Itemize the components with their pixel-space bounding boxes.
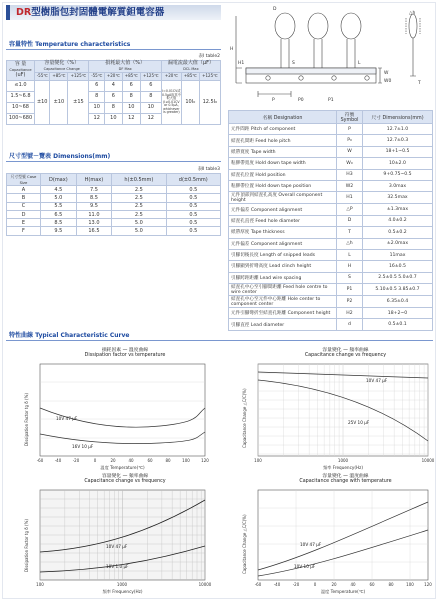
tape-dims-cell: 0.5±0.1 bbox=[363, 319, 433, 330]
cap-cell: ≤1.0 bbox=[7, 81, 35, 92]
dims-cell: 0.5 bbox=[166, 219, 220, 227]
svg-text:100: 100 bbox=[406, 582, 414, 587]
dims-cell: 0.5 bbox=[166, 202, 220, 210]
df-header: 損耗最大值（%） DF Max bbox=[89, 61, 161, 73]
side-view-lead bbox=[410, 38, 416, 76]
svg-text:120: 120 bbox=[424, 582, 432, 587]
df-cell: 12 bbox=[140, 114, 161, 125]
series-label: 25V 10 μF bbox=[348, 420, 370, 425]
dcl-header: 漏電流最大值（μF） DCL Max bbox=[161, 61, 220, 73]
chart1-svg bbox=[10, 346, 210, 474]
dims-cell: 7.5 bbox=[76, 186, 112, 194]
svg-text:P: P bbox=[272, 98, 275, 103]
dims-cell: 5.0 bbox=[112, 219, 166, 227]
series-label: 10V 47 μF bbox=[56, 416, 78, 421]
tape-dims-cell: 引腳切後長度 Length of snipped leads bbox=[229, 249, 337, 260]
table-row bbox=[229, 296, 433, 308]
tape-dims-cell: 0.5±0.2 bbox=[363, 227, 433, 238]
tape-dims-cell: 結査孔位置 Hold position bbox=[229, 169, 337, 180]
tape-dims-cell: H bbox=[337, 261, 363, 272]
feed-hole bbox=[299, 76, 303, 80]
tape-dims-cell: H2 bbox=[337, 308, 363, 319]
tape-dims-cell: 引腳直徑 Lead diameter bbox=[229, 319, 337, 330]
svg-text:P0: P0 bbox=[298, 98, 304, 103]
table-row bbox=[229, 158, 433, 169]
tape-dims-cell: P2 bbox=[337, 296, 363, 308]
chart-df-vs-temperature bbox=[10, 346, 210, 474]
df-cell: 10 bbox=[89, 103, 104, 114]
df-cell: 12 bbox=[89, 114, 104, 125]
table-row bbox=[229, 180, 433, 191]
svg-text:80: 80 bbox=[388, 582, 394, 587]
df-cell: 10 bbox=[104, 114, 122, 125]
tape-dimension-diagram bbox=[228, 6, 433, 103]
hold-down-tape bbox=[246, 68, 376, 74]
temp-head: +85℃ bbox=[122, 73, 140, 81]
series-label: 10V 10 μF bbox=[294, 564, 316, 569]
tape-dims-cell: △P bbox=[337, 204, 363, 215]
dim-line-p bbox=[258, 91, 291, 97]
dims-cell: F bbox=[7, 227, 41, 235]
dims-cell: 9.5 bbox=[76, 202, 112, 210]
svg-text:D: D bbox=[273, 7, 277, 12]
tape-dims-cell: 6.35±0.4 bbox=[363, 296, 433, 308]
chart4-ylabel: Capacitance Change △C/C(%) bbox=[242, 514, 247, 574]
table-row bbox=[229, 249, 433, 260]
svg-text:40: 40 bbox=[128, 458, 134, 463]
svg-text:L: L bbox=[358, 61, 361, 66]
series-10v10 bbox=[258, 530, 428, 576]
series-label: 16V 10 μF bbox=[72, 444, 94, 449]
tape-dims-cell: P₀ bbox=[337, 135, 363, 146]
table-row bbox=[229, 215, 433, 226]
svg-text:W0: W0 bbox=[384, 79, 392, 84]
df-cell: 6 bbox=[140, 81, 161, 92]
dimensions-table bbox=[6, 173, 221, 236]
chart1-xlabel: 溫度 Temperature(℃) bbox=[100, 465, 145, 470]
tape-dims-cell: 紙帶厚度 Tape thickness bbox=[229, 227, 337, 238]
tape-dims-cell: 結査孔直徑 Feed hole diameter bbox=[229, 215, 337, 226]
df-cell: 8 bbox=[122, 92, 140, 103]
temp-head: +125℃ bbox=[68, 73, 89, 81]
table-row bbox=[7, 219, 221, 227]
tape-dims-cell: ±2.0max bbox=[363, 238, 433, 249]
component-body bbox=[308, 13, 328, 39]
svg-text:80: 80 bbox=[165, 458, 171, 463]
table1-label: 表Ⅰ table2 bbox=[198, 54, 220, 59]
svg-text:10000: 10000 bbox=[198, 582, 212, 587]
tape-dims-cell: 元件間距 Pitch of component bbox=[229, 124, 337, 135]
tape-dims-cell: 11max bbox=[363, 249, 433, 260]
table-row bbox=[7, 194, 221, 202]
temperature-characteristics-table bbox=[6, 60, 221, 125]
dims-cell: 2.5 bbox=[112, 194, 166, 202]
dims-cell: 16.5 bbox=[76, 227, 112, 235]
tape-dims-cell: 紙帶寬度 Tape width bbox=[229, 146, 337, 157]
dims-cell: 0.5 bbox=[166, 227, 220, 235]
svg-text:W: W bbox=[384, 71, 389, 76]
dims-header: D(max) bbox=[41, 174, 77, 186]
cap-cell: 10~68 bbox=[7, 103, 35, 114]
dims-cell: 9.5 bbox=[41, 227, 77, 235]
dim-line-w bbox=[378, 68, 382, 83]
tape-dims-cell: P1 bbox=[337, 284, 363, 296]
chart4-svg bbox=[228, 472, 433, 600]
svg-text:△h: △h bbox=[409, 11, 416, 16]
dims-header: H(max) bbox=[76, 174, 112, 186]
temp-head: +20℃ bbox=[104, 73, 122, 81]
cc-cell: ±10 bbox=[35, 81, 50, 125]
df-cell: 10 bbox=[140, 103, 161, 114]
tape-dims-cell: W₀ bbox=[337, 158, 363, 169]
dims-cell: 4.5 bbox=[41, 186, 77, 194]
df-cell: 6 bbox=[104, 92, 122, 103]
df-cell: 8 bbox=[89, 92, 104, 103]
dims-cell: 8.5 bbox=[41, 219, 77, 227]
dims-cell: 0.5 bbox=[166, 210, 220, 218]
chart2-title: 容量變化 — 頻率曲線 Capacitance change vs frequency bbox=[304, 348, 387, 358]
tape-dims-cell: 32.5max bbox=[363, 192, 433, 204]
tape-dims-cell: d bbox=[337, 319, 363, 330]
tape-dims-cell: 18+1~0.5 bbox=[363, 146, 433, 157]
tape-dims-cell: 粘膠帶位置 Hold down tape position bbox=[229, 180, 337, 191]
tape-dims-cell: 2.5±0.5 5.0±0.7 bbox=[363, 272, 433, 283]
tape-dims-cell: 結査孔中心至元件中心距離 Hole center to component center bbox=[229, 296, 337, 308]
dcl-cell: 12.5I₀ bbox=[199, 81, 220, 125]
table-row bbox=[7, 210, 221, 218]
dcl-note-cell: I=0.01CV或0.5μA取其中較大值(I≥0.01CV or 0.5μA, whichever is greater) bbox=[161, 81, 181, 125]
tape-dims-cell: 元件頂部到結査孔高度 Overall component height bbox=[229, 192, 337, 204]
df-cell: 10 bbox=[122, 103, 140, 114]
chart2-svg bbox=[228, 346, 433, 474]
tape-dims-cell: H3 bbox=[337, 169, 363, 180]
side-view-body bbox=[409, 14, 417, 38]
table-row bbox=[229, 135, 433, 146]
dims-cell: C bbox=[7, 202, 41, 210]
chart1-ylabel: Dissipation Factor tg δ (%) bbox=[24, 393, 29, 446]
dims-cell: 2.5 bbox=[112, 202, 166, 210]
tape-dims-header: 名稱 Designation bbox=[229, 111, 337, 124]
svg-text:10000: 10000 bbox=[421, 458, 435, 463]
svg-text:-60: -60 bbox=[254, 582, 262, 587]
table-row bbox=[229, 319, 433, 330]
table-row bbox=[229, 192, 433, 204]
tape-dims-cell: 12.7±0.3 bbox=[363, 135, 433, 146]
table-row bbox=[229, 204, 433, 215]
df-cell: 8 bbox=[140, 92, 161, 103]
dims-cell: 11.0 bbox=[76, 210, 112, 218]
tape-dims-cell: ±1.3max bbox=[363, 204, 433, 215]
section-temperature-heading: 容量特性 Temperature characteristics bbox=[6, 40, 221, 50]
chart3-xlabel: 頻率 Frequency(Hz) bbox=[102, 589, 143, 594]
dims-cell: 0.5 bbox=[166, 186, 220, 194]
df-cell: 6 bbox=[89, 81, 104, 92]
chart-cap-vs-temperature bbox=[228, 472, 433, 600]
chart3-svg bbox=[10, 472, 210, 600]
tape-dims-cell: 粘膠帶寬度 Hold down tape width bbox=[229, 158, 337, 169]
svg-text:100: 100 bbox=[254, 458, 262, 463]
temp-head: +20℃ bbox=[161, 73, 181, 81]
tape-dims-cell: 元件引腳彎折至結査孔距離 Component height bbox=[229, 308, 337, 319]
cap-cell: 1.5~6.8 bbox=[7, 92, 35, 103]
svg-text:20: 20 bbox=[110, 458, 116, 463]
title-text: 型樹脂包封固體電解質鉭電容器 bbox=[31, 7, 165, 18]
series-16v10 bbox=[40, 432, 205, 444]
table-row bbox=[229, 261, 433, 272]
tape-dims-cell: L bbox=[337, 249, 363, 260]
series-label: 10V 1.0 μF bbox=[106, 564, 129, 569]
tape-dims-header: 尺寸 Dimensions(mm) bbox=[363, 111, 433, 124]
dims-cell: A bbox=[7, 186, 41, 194]
table-row bbox=[229, 284, 433, 296]
svg-text:-20: -20 bbox=[72, 458, 80, 463]
svg-text:S: S bbox=[292, 61, 295, 66]
chart3-title: 容量變化 — 頻率曲線 Capacitance change vs frequency bbox=[84, 474, 166, 484]
chart2-xlabel: 頻率 Frequency(Hz) bbox=[323, 465, 363, 470]
table-row bbox=[229, 272, 433, 283]
tape-dims-cell: W2 bbox=[337, 180, 363, 191]
chart1-title: 損耗因素 — 溫度曲線 Dissipation factor vs temperature bbox=[84, 348, 166, 358]
dim-line-h bbox=[236, 16, 245, 83]
section-dimensions-heading: 尺寸型號－覽表 Dimensions(mm) bbox=[6, 152, 221, 162]
feed-hole bbox=[332, 76, 336, 80]
chart4-xlabel: 溫度 Temperature(℃) bbox=[320, 589, 366, 594]
temp-head: -55℃ bbox=[89, 73, 104, 81]
tape-dims-header: 符號 Symbol bbox=[337, 111, 363, 124]
svg-text:-40: -40 bbox=[54, 458, 62, 463]
chart-df-vs-frequency bbox=[10, 472, 210, 600]
chart4-title: 容量變化 — 溫度曲線 Capacitance change with temperature bbox=[299, 474, 392, 484]
table-row bbox=[229, 146, 433, 157]
svg-text:120: 120 bbox=[201, 458, 209, 463]
tape-dims-cell: 4.0±0.2 bbox=[363, 215, 433, 226]
component-body bbox=[275, 13, 295, 39]
cc-cell: ±10 bbox=[50, 81, 68, 125]
tape-dims-cell: H1 bbox=[337, 192, 363, 204]
chart2-ylabel: Capacitance Change △C/C(%) bbox=[242, 388, 247, 448]
tape-dims-cell: S bbox=[337, 272, 363, 283]
svg-text:100: 100 bbox=[36, 582, 44, 587]
svg-text:-40: -40 bbox=[273, 582, 281, 587]
temp-head: +85℃ bbox=[50, 73, 68, 81]
tape-dimensions-table bbox=[228, 110, 433, 331]
df-cell: 6 bbox=[122, 81, 140, 92]
svg-text:P1: P1 bbox=[328, 98, 334, 103]
tape-dims-cell: P bbox=[337, 124, 363, 135]
dims-cell: 2.5 bbox=[112, 186, 166, 194]
tape-dims-cell: 引腳顯到折彎高度 Lead clinch height bbox=[229, 261, 337, 272]
dims-cell: 6.5 bbox=[41, 210, 77, 218]
dcl-cell: 10I₀ bbox=[181, 81, 199, 125]
temp-head: +85℃ bbox=[181, 73, 199, 81]
dims-header: 尺寸型號 Case Size bbox=[7, 174, 41, 186]
tape-dims-cell: 結査孔間距 Feed hole pitch bbox=[229, 135, 337, 146]
tape-dims-cell: 元件偏差 Component alignment bbox=[229, 238, 337, 249]
title-series: DR bbox=[16, 7, 32, 18]
tape-dims-cell: 9+0.75~0.5 bbox=[363, 169, 433, 180]
temp-head: -55℃ bbox=[35, 73, 50, 81]
svg-text:T: T bbox=[418, 81, 421, 86]
feed-hole bbox=[365, 76, 369, 80]
dims-cell: 13.0 bbox=[76, 219, 112, 227]
tape-dims-cell: 10±2.0 bbox=[363, 158, 433, 169]
tape-dims-cell: W bbox=[337, 146, 363, 157]
table-row bbox=[229, 169, 433, 180]
svg-text:-20: -20 bbox=[292, 582, 300, 587]
series-label: 10V 47 μF bbox=[300, 542, 322, 547]
svg-text:0: 0 bbox=[313, 582, 317, 587]
series-label: 10V 47 μF bbox=[366, 378, 388, 383]
cc-cell: ±15 bbox=[68, 81, 89, 125]
tape-dims-cell: 16±0.5 bbox=[363, 261, 433, 272]
table-row bbox=[7, 227, 221, 235]
svg-text:1000: 1000 bbox=[116, 582, 128, 587]
feed-hole bbox=[266, 76, 270, 80]
table-row bbox=[229, 238, 433, 249]
table-row bbox=[7, 202, 221, 210]
svg-text:-60: -60 bbox=[36, 458, 44, 463]
dims-cell: E bbox=[7, 219, 41, 227]
cap-cell: 100~680 bbox=[7, 114, 35, 125]
tape-dims-cell: 結査孔中心至引腳間距離 Feed hole centre to wire center bbox=[229, 284, 337, 296]
table2-label: 表Ⅱ table3 bbox=[197, 167, 220, 172]
dims-header: h(±0.5mm) bbox=[112, 174, 166, 186]
dims-header: d(±0.5mm) bbox=[166, 174, 220, 186]
table-row bbox=[7, 186, 221, 194]
tape-dims-cell: 3.0max bbox=[363, 180, 433, 191]
df-cell: 4 bbox=[104, 81, 122, 92]
dims-cell: 5.0 bbox=[112, 227, 166, 235]
tape-dims-cell: D bbox=[337, 215, 363, 226]
tape-dims-cell: 引腳跨距距離 Lead wire spacing bbox=[229, 272, 337, 283]
svg-text:1000: 1000 bbox=[337, 458, 349, 463]
svg-text:40: 40 bbox=[350, 582, 356, 587]
table-row bbox=[229, 227, 433, 238]
chart-cap-vs-frequency bbox=[228, 346, 433, 474]
tape-dims-cell: 5.10±0.5 3.85±0.7 bbox=[363, 284, 433, 296]
cap-header: 容 量 Capacitance (uF) bbox=[7, 61, 35, 81]
svg-text:0: 0 bbox=[93, 458, 97, 463]
dims-cell: 5.5 bbox=[41, 202, 77, 210]
dims-cell: D bbox=[7, 210, 41, 218]
tape-dims-cell: T bbox=[337, 227, 363, 238]
table-row bbox=[229, 308, 433, 319]
df-cell: 8 bbox=[104, 103, 122, 114]
tape-dims-cell: 18+2~0 bbox=[363, 308, 433, 319]
svg-text:H: H bbox=[230, 47, 234, 52]
table-row bbox=[229, 124, 433, 135]
chart3-ylabel: Dissipation Factor tg δ (%) bbox=[24, 519, 29, 572]
section-curves-heading: 特性曲線 Typical Characteristic Curve bbox=[6, 331, 433, 341]
tape-dims-cell: 元件偏差 Component alignment bbox=[229, 204, 337, 215]
svg-text:20: 20 bbox=[331, 582, 337, 587]
tape-dims-cell: 12.7±1.0 bbox=[363, 124, 433, 135]
dims-cell: 8.5 bbox=[76, 194, 112, 202]
temp-head: +125℃ bbox=[199, 73, 220, 81]
series-label: 10V 47 μF bbox=[106, 544, 128, 549]
temp-head: +125℃ bbox=[140, 73, 161, 81]
dims-cell: 0.5 bbox=[166, 194, 220, 202]
tape-dims-cell: △h bbox=[337, 238, 363, 249]
dims-cell: 5.0 bbox=[41, 194, 77, 202]
svg-text:100: 100 bbox=[182, 458, 190, 463]
component-body bbox=[341, 13, 361, 39]
df-cell: 12 bbox=[122, 114, 140, 125]
svg-text:H1: H1 bbox=[238, 61, 245, 66]
cc-header: 容量變化（%） Capacitance Change bbox=[35, 61, 89, 73]
document-title bbox=[6, 5, 221, 20]
svg-text:60: 60 bbox=[369, 582, 375, 587]
series-10v47 bbox=[258, 502, 428, 570]
svg-text:60: 60 bbox=[147, 458, 153, 463]
dims-cell: 2.5 bbox=[112, 210, 166, 218]
dims-cell: B bbox=[7, 194, 41, 202]
